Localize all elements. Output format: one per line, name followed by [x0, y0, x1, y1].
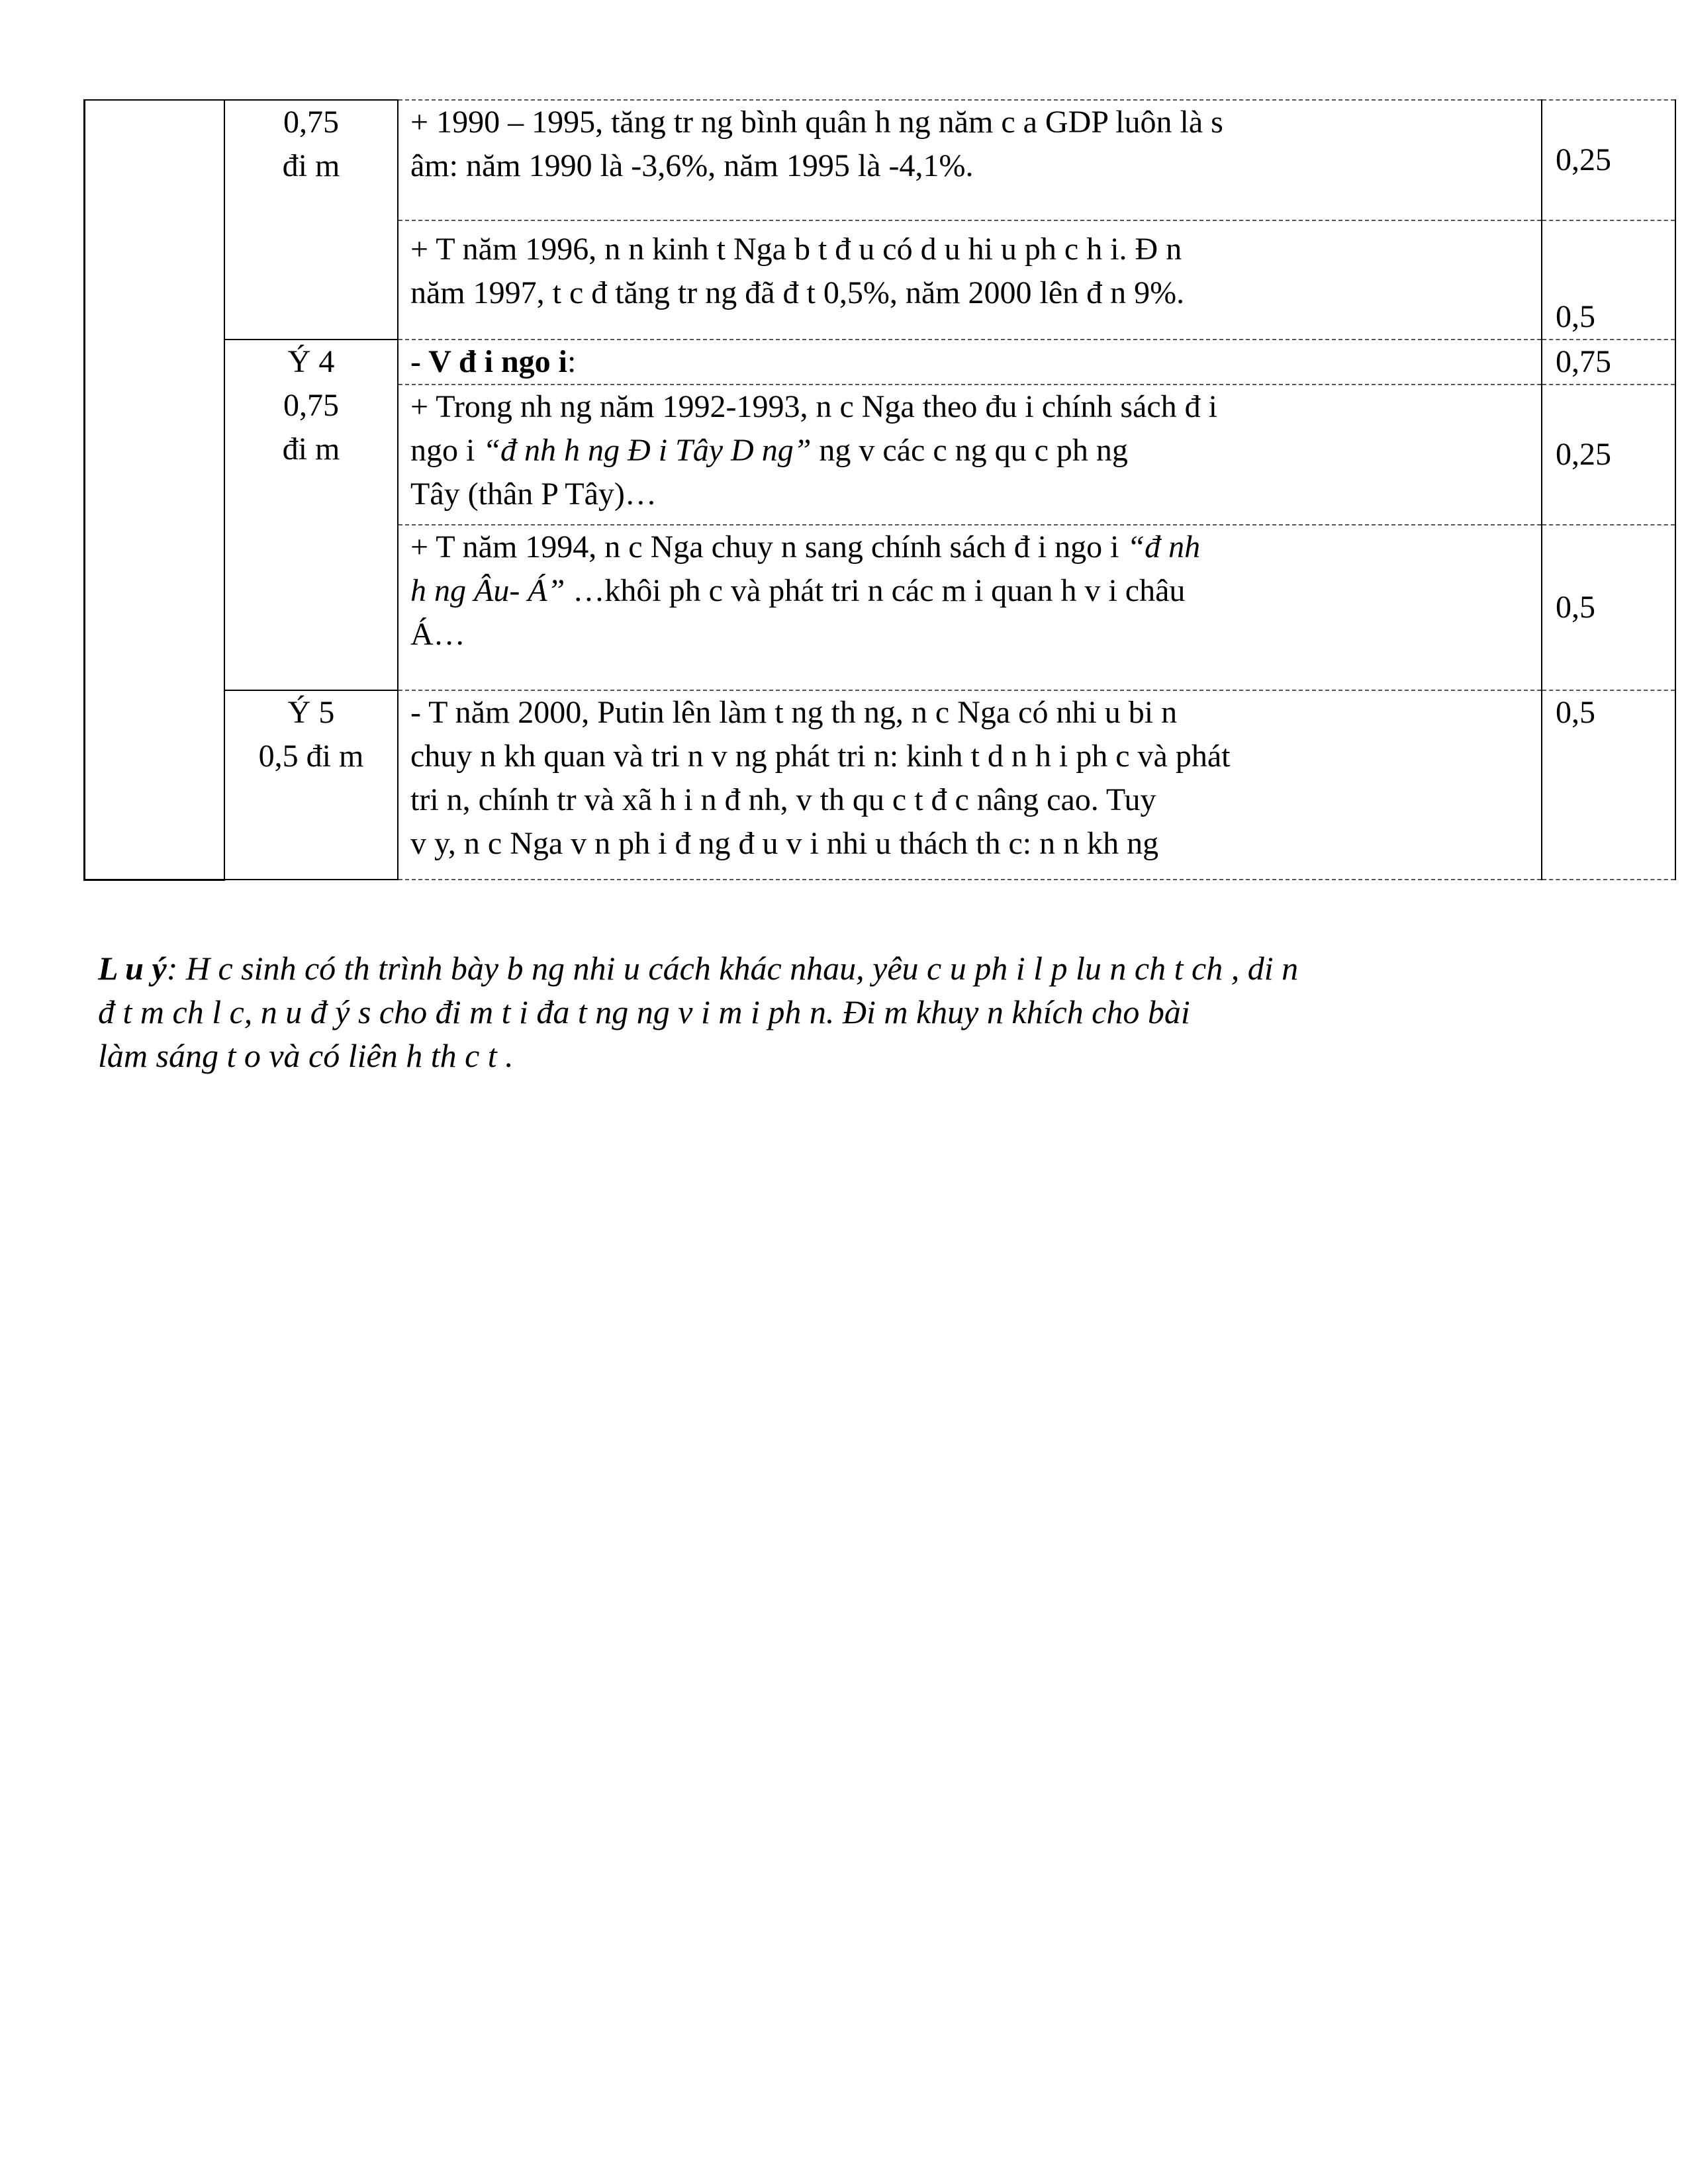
quoted-policy: “đ nh	[1127, 529, 1201, 565]
quoted-policy: h ng Âu- Á”	[410, 573, 565, 608]
quoted-policy: “đ nh h ng Đ i Tây D ng”	[483, 433, 812, 468]
content-cell	[398, 100, 1542, 220]
criterion-label: Ý 4	[287, 344, 335, 379]
criterion-label: Ý 5	[287, 695, 335, 730]
note-line	[98, 946, 1620, 990]
content-line: + Trong nh ng năm 1992-1993, n c Nga theo đu i chính sách đ i	[410, 389, 1217, 424]
note-text: : H c sinh có th trình bày b ng nhi u cách khác nhau, yêu c u ph i l p lu n ch t ch , di n	[166, 950, 1299, 987]
criterion-cell	[224, 690, 398, 880]
content-line: v y, n c Nga v n ph i đ ng đ u v i nhi u thách th c: n n kh ng	[410, 826, 1159, 861]
note-line: làm sáng t o và có liên h th c t .	[98, 1037, 514, 1074]
criterion-cell	[224, 340, 398, 690]
criterion-cell	[224, 100, 398, 340]
content-text: ng v các c ng qu c ph ng	[811, 433, 1128, 468]
score-cell	[1542, 100, 1675, 220]
criterion-unit: đi m	[282, 148, 340, 183]
score-cell	[1542, 340, 1675, 385]
question-column	[85, 100, 225, 880]
content-line: + T năm 1996, n n kinh t Nga b t đ u có d u hi u ph c h i. Đ n	[410, 232, 1182, 267]
content-line: - T năm 2000, Putin lên làm t ng th ng, n c Nga có nhi u bi n	[410, 695, 1178, 730]
content-line	[410, 569, 1529, 613]
content-text: ngo i	[410, 433, 483, 468]
criterion-unit: đi m	[282, 432, 340, 467]
content-cell	[398, 220, 1542, 340]
score-value: 0,5	[1556, 590, 1595, 625]
score-cell	[1542, 690, 1675, 880]
score-cell	[1542, 385, 1675, 525]
criterion-score: 0,5 đi m	[258, 739, 364, 774]
content-line: năm 1997, t c đ tăng tr ng đã đ t 0,5%, năm 2000 lên đ n 9%.	[410, 275, 1185, 310]
answer-key-table	[83, 99, 1676, 881]
content-line: Á…	[410, 617, 465, 652]
content-line	[410, 525, 1529, 569]
content-cell	[398, 525, 1542, 690]
score-value: 0,25	[1556, 437, 1611, 472]
criterion-score: 0,75	[283, 388, 339, 423]
table-row	[85, 690, 1676, 880]
table-row	[85, 340, 1676, 385]
content-line: chuy n kh quan và tri n v ng phát tri n: kinh t d n h i ph c và phát	[410, 739, 1231, 774]
content-line: tri n, chính tr và xã h i n đ nh, v th qu c t đ c nâng cao. Tuy	[410, 782, 1156, 817]
content-line	[410, 429, 1529, 473]
content-line: âm: năm 1990 là -3,6%, năm 1995 là -4,1%.	[410, 148, 974, 183]
note-line: đ t m ch l c, n u đ ý s cho đi m t i đa t ng ng v i m i ph n. Đi m khuy n khích cho bài	[98, 993, 1190, 1030]
score-cell	[1542, 525, 1675, 690]
note-label: L u ý	[98, 950, 167, 987]
score-value: 0,75	[1556, 344, 1611, 379]
content-text: …khôi ph c và phát tri n các m i quan h v i châu	[565, 573, 1186, 608]
criterion-score: 0,75	[283, 105, 339, 140]
content-cell	[398, 690, 1542, 880]
section-heading-colon: :	[567, 344, 577, 379]
section-heading-cell	[398, 340, 1542, 385]
score-value: 0,25	[1556, 142, 1611, 177]
content-text: + T năm 1994, n c Nga chuy n sang chính sách đ i ngo i	[410, 529, 1127, 565]
content-line: Tây (thân P Tây)…	[410, 477, 657, 512]
section-heading: - V đ i ngo i	[410, 344, 567, 379]
table-row	[85, 100, 1676, 220]
grading-note	[98, 946, 1620, 1077]
content-cell	[398, 385, 1542, 525]
content-line: + 1990 – 1995, tăng tr ng bình quân h ng năm c a GDP luôn là s	[410, 105, 1223, 140]
score-value: 0,5	[1556, 695, 1595, 730]
score-cell	[1542, 220, 1675, 340]
score-value: 0,5	[1556, 299, 1595, 334]
